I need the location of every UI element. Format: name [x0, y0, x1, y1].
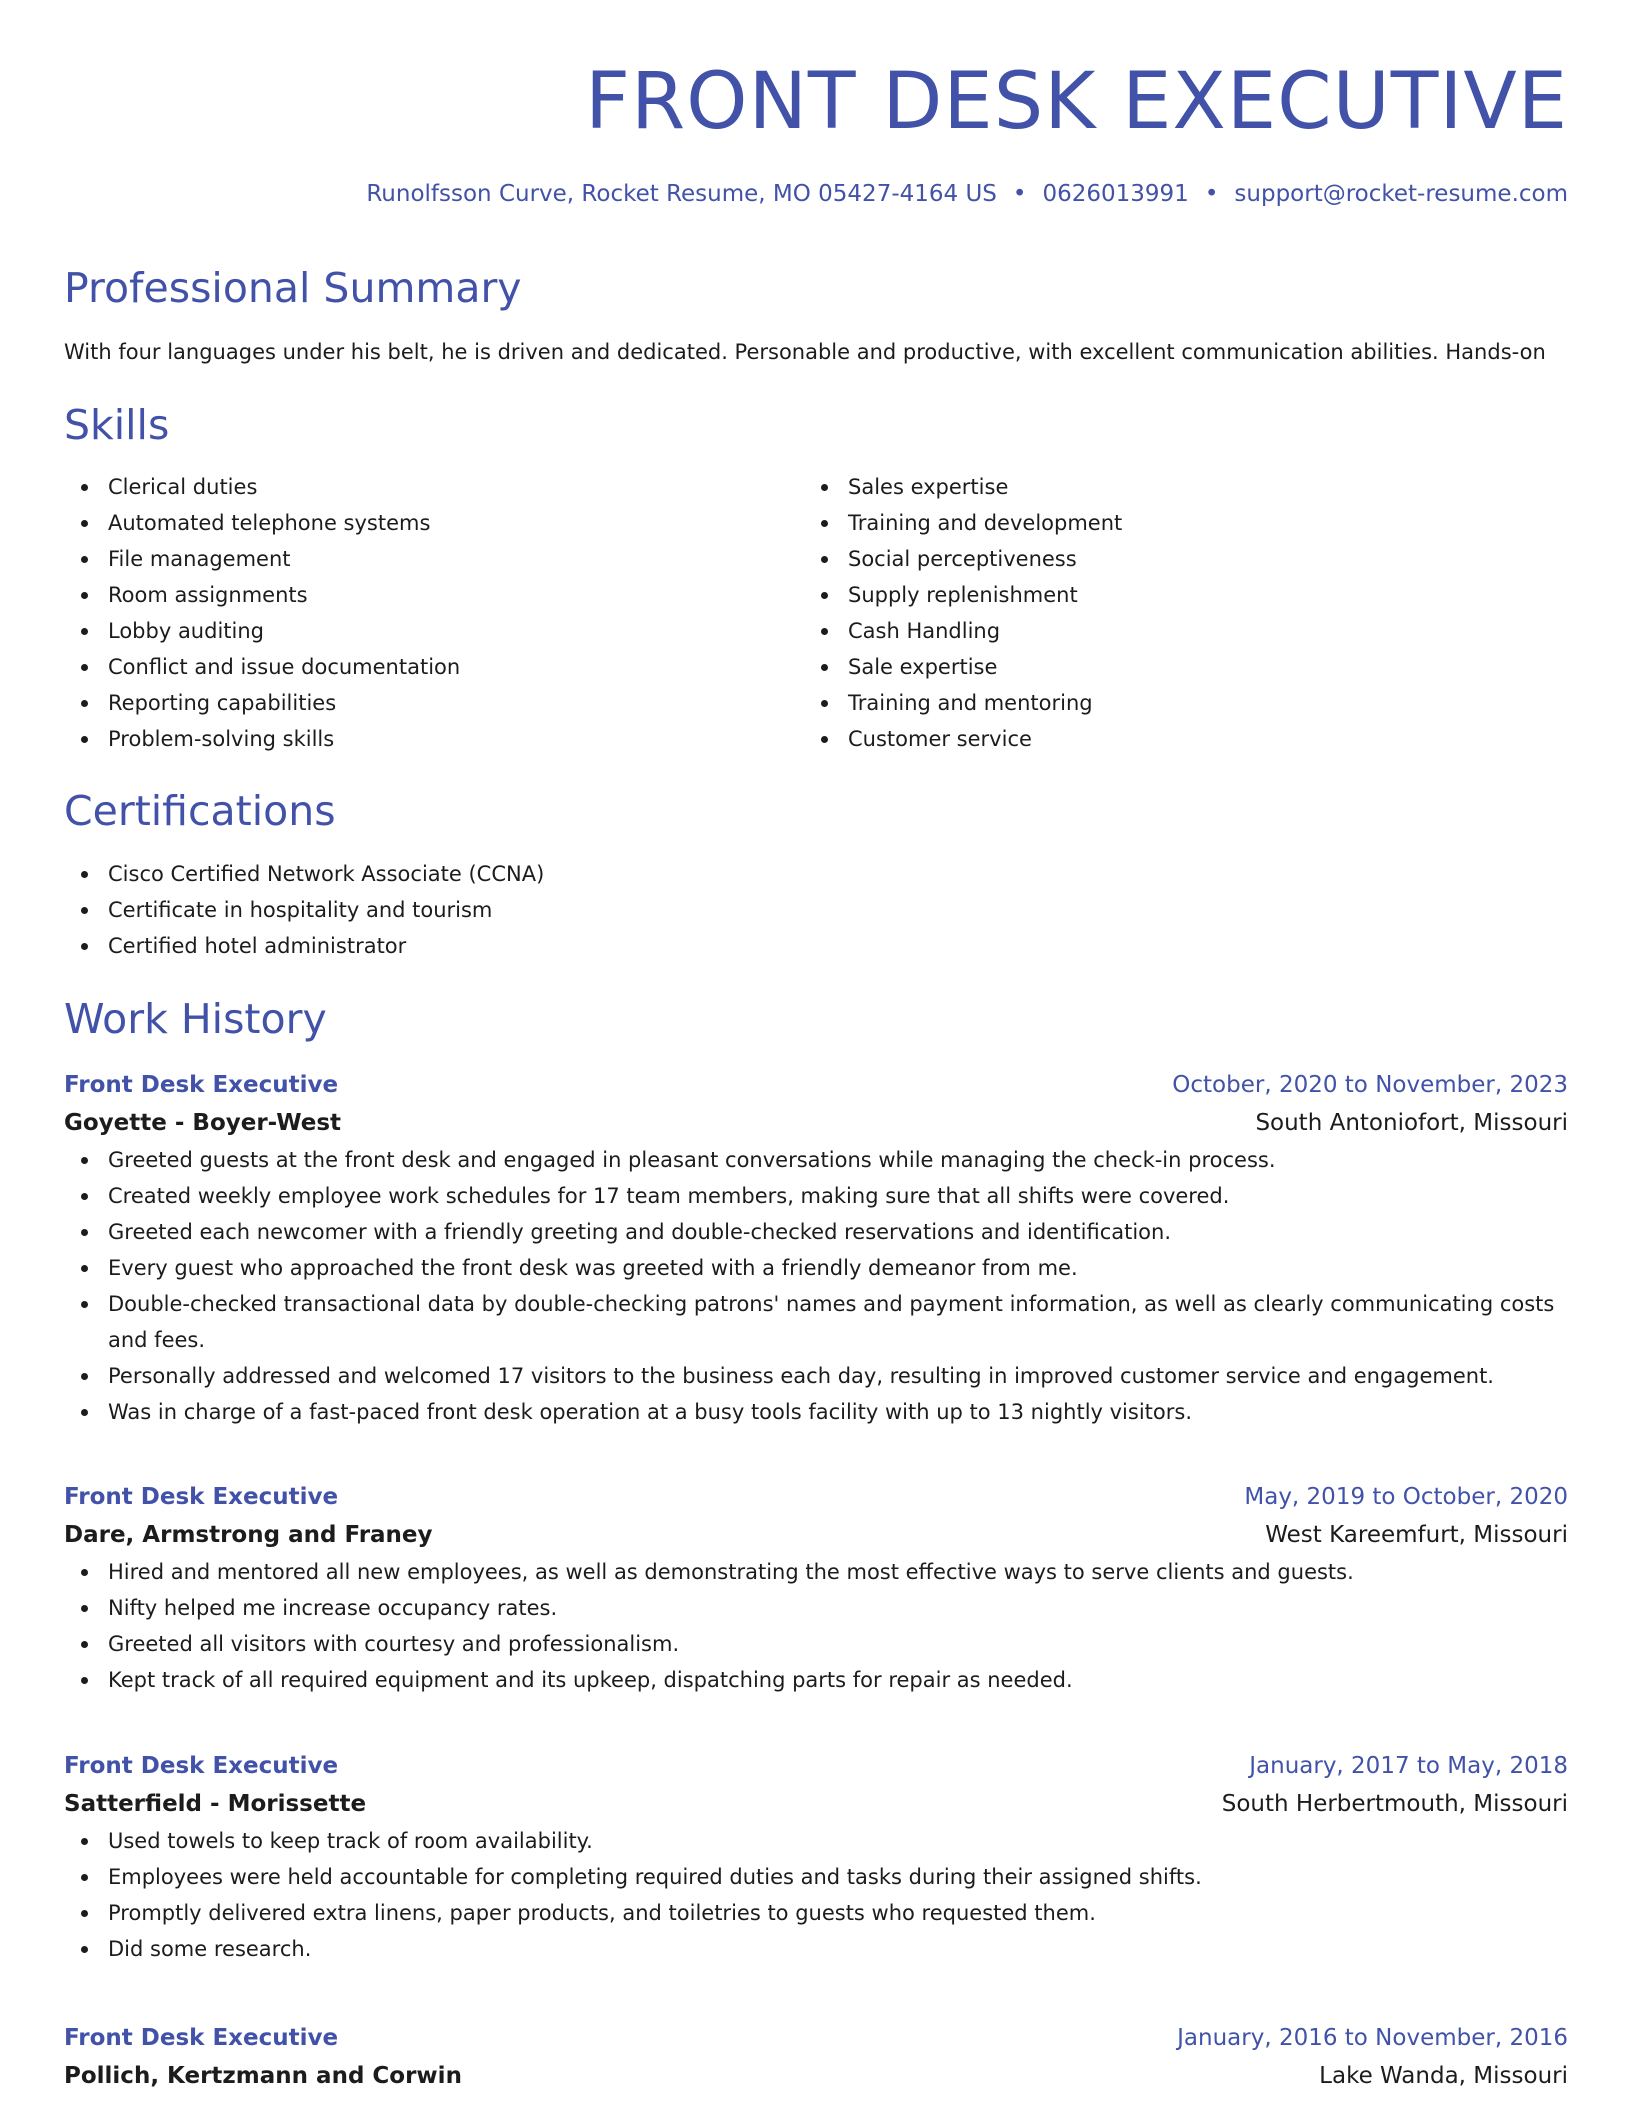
duty-item: Nifty helped me increase occupancy rates.	[64, 1590, 1568, 1626]
job-entry	[64, 1066, 1568, 1430]
certification-item: Certificate in hospitality and tourism	[64, 892, 1568, 928]
job-company-row	[64, 1516, 1568, 1554]
job-entry	[64, 1747, 1568, 1967]
skill-item: Lobby auditing	[64, 613, 804, 649]
job-duties-list	[64, 1142, 1568, 1430]
skill-item: Clerical duties	[64, 469, 804, 505]
job-duties-list	[64, 1823, 1568, 1967]
duty-item: Kept track of all required equipment and its upkeep, dispatching parts for repair as needed.	[64, 1662, 1568, 1698]
job-title: Front Desk Executive	[64, 2025, 339, 2051]
job-location: Lake Wanda, Missouri	[1319, 2063, 1568, 2089]
job-dates: January, 2017 to May, 2018	[1249, 1753, 1568, 1779]
job-location: South Herbertmouth, Missouri	[1221, 1791, 1568, 1817]
skill-item: Automated telephone systems	[64, 505, 804, 541]
job-entry	[64, 2019, 1568, 2095]
duty-item: Employees were held accountable for completing required duties and tasks during their assigned shifts.	[64, 1859, 1568, 1895]
duty-item: Was in charge of a fast-paced front desk operation at a busy tools facility with up to 13 nightly visitors.	[64, 1394, 1568, 1430]
duty-item: Hired and mentored all new employees, as well as demonstrating the most effective ways to serve clients and guests.	[64, 1554, 1568, 1590]
certification-item: Cisco Certified Network Associate (CCNA)	[64, 856, 1568, 892]
duty-item: Personally addressed and welcomed 17 visitors to the business each day, resulting in improved customer service and engagement.	[64, 1358, 1568, 1394]
separator-dot: •	[1204, 181, 1219, 207]
summary-heading: Professional Summary	[64, 264, 522, 312]
job-location: West Kareemfurt, Missouri	[1265, 1522, 1568, 1548]
job-title: Front Desk Executive	[64, 1753, 339, 1779]
summary-text: With four languages under his belt, he is driven and dedicated. Personable and productive, with excellent communication abilities. Hands-on	[64, 340, 1546, 364]
skill-item: Sale expertise	[804, 649, 1544, 685]
skill-item: File management	[64, 541, 804, 577]
duty-item: Greeted each newcomer with a friendly greeting and double-checked reservations and identification.	[64, 1214, 1568, 1250]
skills-list	[64, 469, 1568, 757]
job-company-row	[64, 1785, 1568, 1823]
duty-item: Every guest who approached the front desk was greeted with a friendly demeanor from me.	[64, 1250, 1568, 1286]
skill-item: Cash Handling	[804, 613, 1544, 649]
work-history-heading: Work History	[64, 995, 327, 1043]
skill-item: Reporting capabilities	[64, 685, 804, 721]
duty-item: Used towels to keep track of room availability.	[64, 1823, 1568, 1859]
job-header-row	[64, 1747, 1568, 1785]
skill-item: Sales expertise	[804, 469, 1544, 505]
job-title: Front Desk Executive	[64, 1072, 339, 1098]
job-dates: October, 2020 to November, 2023	[1172, 1072, 1568, 1098]
skill-item: Training and mentoring	[804, 685, 1544, 721]
skill-item: Training and development	[804, 505, 1544, 541]
job-dates: January, 2016 to November, 2016	[1177, 2025, 1568, 2051]
job-company-row	[64, 1104, 1568, 1142]
job-header-row	[64, 1066, 1568, 1104]
job-title: Front Desk Executive	[64, 1484, 339, 1510]
duty-item: Promptly delivered extra linens, paper products, and toiletries to guests who requested them.	[64, 1895, 1568, 1931]
company-name: Satterfield - Morissette	[64, 1791, 367, 1817]
job-location: South Antoniofort, Missouri	[1255, 1110, 1568, 1136]
skills-right-column	[804, 469, 1544, 757]
duty-item: Created weekly employee work schedules for 17 team members, making sure that all shifts were covered.	[64, 1178, 1568, 1214]
job-company-row	[64, 2057, 1568, 2095]
job-duties-list	[64, 1554, 1568, 1698]
duty-item: Greeted all visitors with courtesy and professionalism.	[64, 1626, 1568, 1662]
skills-left-column	[64, 469, 804, 757]
skill-item: Conflict and issue documentation	[64, 649, 804, 685]
skill-item: Customer service	[804, 721, 1544, 757]
duty-item: Greeted guests at the front desk and engaged in pleasant conversations while managing the check-in process.	[64, 1142, 1568, 1178]
contact-email[interactable]: support@rocket-resume.com	[1234, 181, 1568, 207]
candidate-name: FRONT DESK EXECUTIVE	[585, 57, 1568, 147]
contact-line	[64, 178, 1568, 210]
job-header-row	[64, 1478, 1568, 1516]
contact-address: Runolfsson Curve, Rocket Resume, MO 05427-4164 US	[366, 181, 997, 207]
duty-item: Double-checked transactional data by double-checking patrons' names and payment information, as well as clearly communicating costs and fees.	[64, 1286, 1568, 1358]
skill-item: Social perceptiveness	[804, 541, 1544, 577]
skill-item: Problem-solving skills	[64, 721, 804, 757]
skill-item: Room assignments	[64, 577, 804, 613]
skills-heading: Skills	[64, 401, 170, 449]
company-name: Pollich, Kertzmann and Corwin	[64, 2063, 462, 2089]
job-dates: May, 2019 to October, 2020	[1244, 1484, 1568, 1510]
company-name: Goyette - Boyer-West	[64, 1110, 342, 1136]
certification-item: Certified hotel administrator	[64, 928, 1568, 964]
job-header-row	[64, 2019, 1568, 2057]
contact-phone: 0626013991	[1042, 181, 1189, 207]
skill-item: Supply replenishment	[804, 577, 1544, 613]
separator-dot: •	[1012, 181, 1027, 207]
duty-item: Did some research.	[64, 1931, 1568, 1967]
company-name: Dare, Armstrong and Franey	[64, 1522, 433, 1548]
job-entry	[64, 1478, 1568, 1698]
certifications-list	[64, 856, 1568, 964]
certifications-heading: Certifications	[64, 787, 336, 835]
